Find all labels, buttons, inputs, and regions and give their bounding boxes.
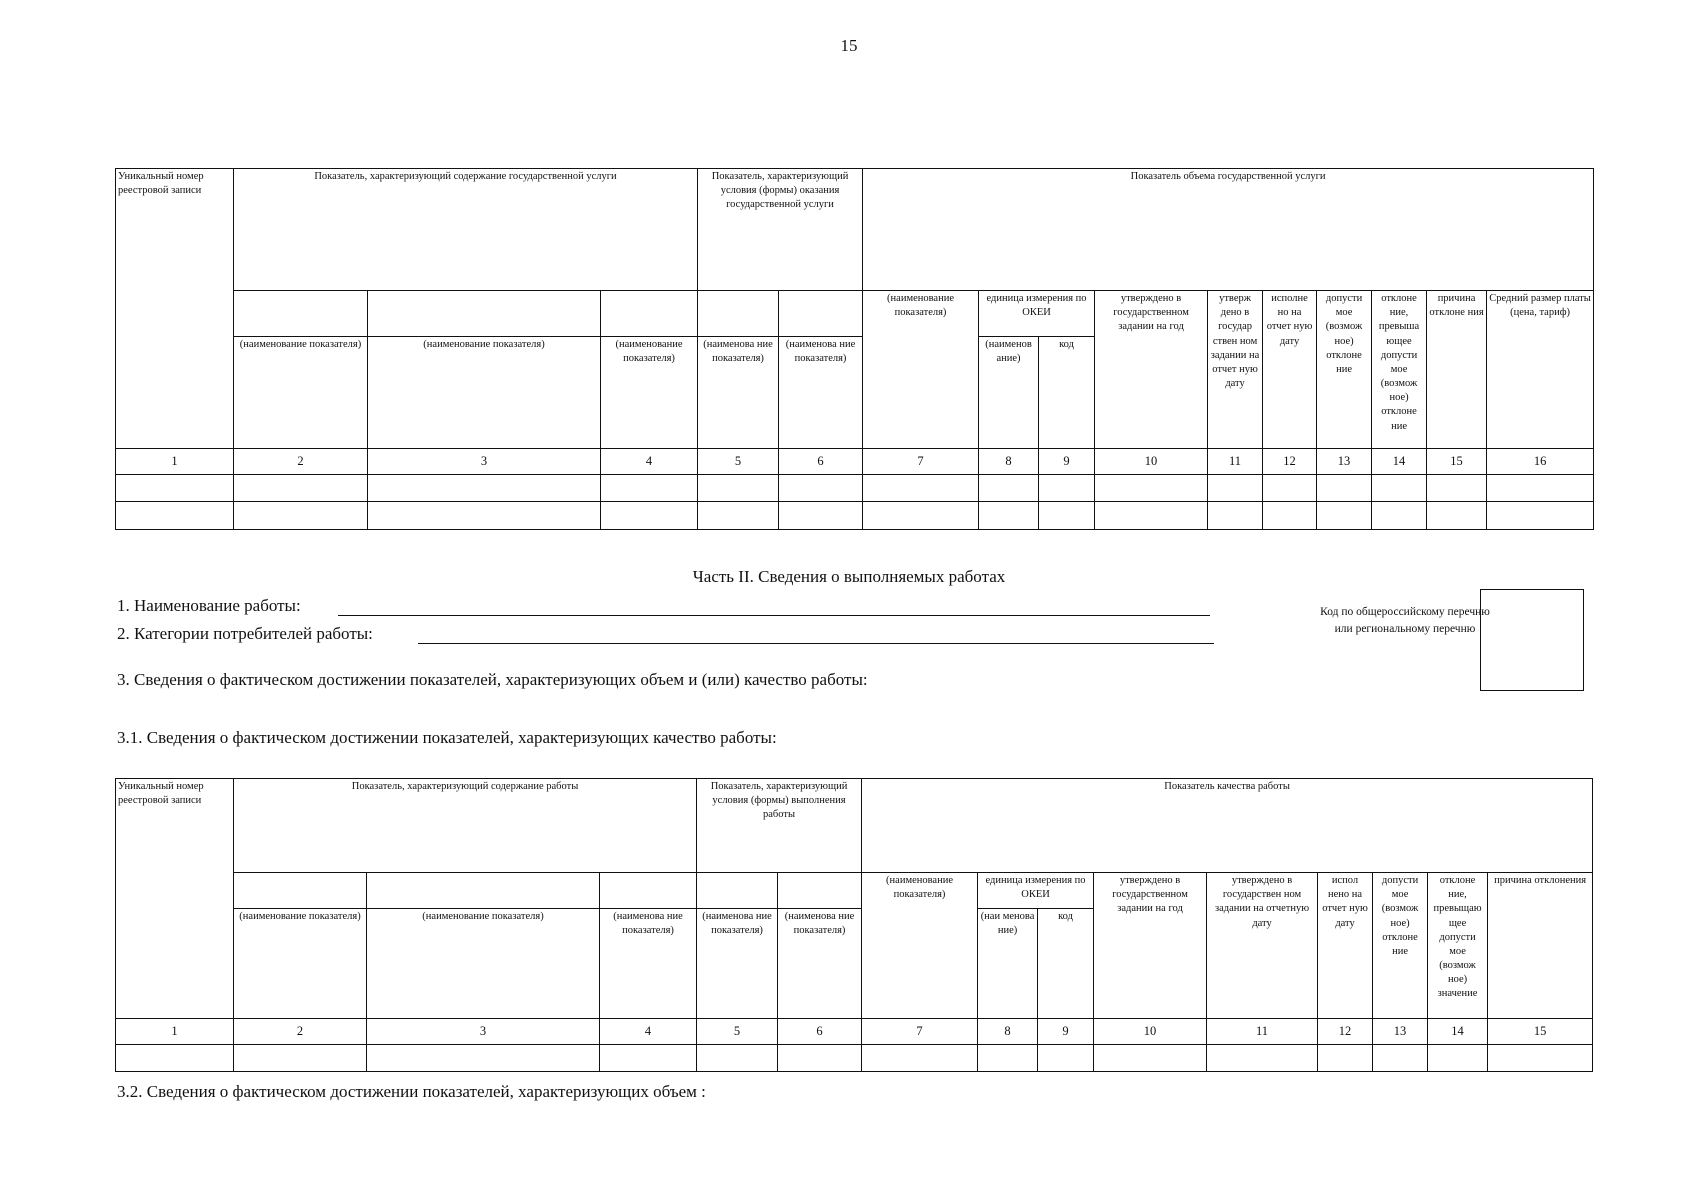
- data-cell[interactable]: [698, 475, 779, 502]
- header-condition-indicator: Показатель, характеризующий условия (формы) выполнения работы: [697, 779, 862, 873]
- data-cell[interactable]: [1428, 1045, 1488, 1072]
- blank-header-cell: [697, 873, 778, 909]
- data-cell[interactable]: [1038, 1045, 1094, 1072]
- header-content-indicator: Показатель, характеризующий содержание работы: [234, 779, 697, 873]
- data-cell[interactable]: [1487, 502, 1594, 530]
- data-cell[interactable]: [1095, 475, 1208, 502]
- blank-header-cell: [234, 873, 367, 909]
- col-number: 15: [1488, 1019, 1593, 1045]
- header-unique-number: Уникальный номер реестровой записи: [116, 169, 234, 449]
- header-reason: причина отклоне ния: [1427, 291, 1487, 449]
- data-cell[interactable]: [1094, 1045, 1207, 1072]
- table-row[interactable]: [116, 502, 1594, 530]
- blank-header-cell: [779, 291, 863, 337]
- header-name-4: (наименование показателя): [601, 337, 698, 449]
- col-number: 9: [1038, 1019, 1094, 1045]
- header-allowed-deviation: допусти мое (возмож ное) отклоне ние: [1373, 873, 1428, 1019]
- work-name-label: 1. Наименование работы:: [117, 596, 301, 615]
- col-number: 12: [1318, 1019, 1373, 1045]
- header-name-4: (наименова ние показателя): [600, 909, 697, 1019]
- data-cell[interactable]: [368, 475, 601, 502]
- blank-header-cell: [600, 873, 697, 909]
- blank-header-cell: [698, 291, 779, 337]
- page-number: 15: [840, 36, 858, 55]
- header-name-6: (наименова ние показателя): [779, 337, 863, 449]
- col-number: 14: [1372, 449, 1427, 475]
- header-unit-name: (наи менова ние): [978, 909, 1038, 1019]
- header-name-2: (наименование показателя): [234, 337, 368, 449]
- header-approved-year: утверждено в государственном задании на год: [1094, 873, 1207, 1019]
- data-cell[interactable]: [979, 475, 1039, 502]
- data-cell[interactable]: [367, 1045, 600, 1072]
- data-cell[interactable]: [778, 1045, 862, 1072]
- col-number: 13: [1317, 449, 1372, 475]
- header-unit-okei: единица измерения по ОКЕИ: [979, 291, 1095, 337]
- header-unique-number: Уникальный номер реестровой записи: [116, 779, 234, 1019]
- col-number: 7: [863, 449, 979, 475]
- header-allowed-deviation: допусти мое (возмож ное) отклоне ние: [1317, 291, 1372, 449]
- data-cell[interactable]: [1372, 502, 1427, 530]
- blank-header-cell: [778, 873, 862, 909]
- data-cell[interactable]: [1039, 475, 1095, 502]
- header-unit-name: (наименов ание): [979, 337, 1039, 449]
- table-row[interactable]: [116, 1045, 1593, 1072]
- col-number: 3: [368, 449, 601, 475]
- data-cell[interactable]: [1487, 475, 1594, 502]
- data-cell[interactable]: [234, 502, 368, 530]
- col-number: 5: [697, 1019, 778, 1045]
- header-condition-indicator: Показатель, характеризующий условия (формы) оказания государственной услуги: [698, 169, 863, 291]
- data-cell[interactable]: [1263, 475, 1317, 502]
- col-number: 10: [1094, 1019, 1207, 1045]
- header-exceeding-deviation: отклоне ние, превыша ющее допусти мое (возмож ное) отклоне ние: [1372, 291, 1427, 449]
- header-name-6: (наименова ние показателя): [778, 909, 862, 1019]
- col-number: 4: [600, 1019, 697, 1045]
- col-number: 8: [978, 1019, 1038, 1045]
- data-cell[interactable]: [234, 1045, 367, 1072]
- data-cell[interactable]: [601, 475, 698, 502]
- col-number: 2: [234, 449, 368, 475]
- service-volume-table: [115, 168, 1594, 530]
- data-cell[interactable]: [1039, 502, 1095, 530]
- header-indicator-name: (наименование показателя): [863, 291, 979, 449]
- data-cell[interactable]: [863, 502, 979, 530]
- section-32-title: 3.2. Сведения о фактическом достижении показателей, характеризующих объем :: [117, 1082, 706, 1101]
- data-cell[interactable]: [1095, 502, 1208, 530]
- header-volume-indicator: Показатель объема государственной услуги: [863, 169, 1594, 291]
- col-number: 10: [1095, 449, 1208, 475]
- data-cell[interactable]: [600, 1045, 697, 1072]
- data-cell[interactable]: [116, 475, 234, 502]
- col-number: 12: [1263, 449, 1317, 475]
- data-cell[interactable]: [779, 502, 863, 530]
- col-number: 11: [1207, 1019, 1318, 1045]
- col-number: 3: [367, 1019, 600, 1045]
- data-cell[interactable]: [234, 475, 368, 502]
- data-cell[interactable]: [1317, 475, 1372, 502]
- data-cell[interactable]: [1372, 475, 1427, 502]
- header-indicator-name: (наименование показателя): [862, 873, 978, 1019]
- col-number: 14: [1428, 1019, 1488, 1045]
- header-exceeding-deviation: отклоне ние, превыщаю щее допусти мое (возмож ное) значение: [1428, 873, 1488, 1019]
- col-number: 5: [698, 449, 779, 475]
- blank-header-cell: [601, 291, 698, 337]
- data-cell[interactable]: [697, 1045, 778, 1072]
- work-name-field[interactable]: [338, 615, 1210, 616]
- table-row[interactable]: [116, 475, 1594, 502]
- data-cell[interactable]: [1373, 1045, 1428, 1072]
- header-unit-code: код: [1038, 909, 1094, 1019]
- header-quality-indicator: Показатель качества работы: [862, 779, 1593, 873]
- consumer-category-label: 2. Категории потребителей работы:: [117, 624, 373, 643]
- blank-header-cell: [234, 291, 368, 337]
- code-label: Код по общероссийскому перечню или региональному перечню: [1320, 606, 1490, 635]
- section-31-title: 3.1. Сведения о фактическом достижении показателей, характеризующих качество работы:: [117, 728, 777, 747]
- data-cell[interactable]: [863, 475, 979, 502]
- part-title: Часть II. Сведения о выполняемых работах: [692, 567, 1006, 586]
- data-cell[interactable]: [116, 1045, 234, 1072]
- col-number: 13: [1373, 1019, 1428, 1045]
- section-3-title: 3. Сведения о фактическом достижении показателей, характеризующих объем и (или) качество работы:: [117, 670, 868, 689]
- data-cell[interactable]: [1208, 475, 1263, 502]
- data-cell[interactable]: [1317, 502, 1372, 530]
- data-cell[interactable]: [1488, 1045, 1593, 1072]
- header-name-3: (наименование показателя): [368, 337, 601, 449]
- data-cell[interactable]: [1208, 502, 1263, 530]
- col-number: 9: [1039, 449, 1095, 475]
- header-approved-report: утверждено в государствен ном задании на отчетную дату: [1207, 873, 1318, 1019]
- col-number: 16: [1487, 449, 1594, 475]
- header-reason: причина отклонения: [1488, 873, 1593, 1019]
- data-cell[interactable]: [1427, 475, 1487, 502]
- header-unit-okei: единица измерения по ОКЕИ: [978, 873, 1094, 909]
- col-number: 6: [778, 1019, 862, 1045]
- data-cell[interactable]: [862, 1045, 978, 1072]
- data-cell[interactable]: [1318, 1045, 1373, 1072]
- data-cell[interactable]: [698, 502, 779, 530]
- col-number: 15: [1427, 449, 1487, 475]
- header-executed: исполне но на отчет ную дату: [1263, 291, 1317, 449]
- work-quality-table: [115, 778, 1593, 1072]
- data-cell[interactable]: [1427, 502, 1487, 530]
- blank-header-cell: [368, 291, 601, 337]
- header-name-5: (наименова ние показателя): [697, 909, 778, 1019]
- header-name-2: (наименование показателя): [234, 909, 367, 1019]
- code-box[interactable]: [1480, 589, 1584, 691]
- blank-header-cell: [367, 873, 600, 909]
- data-cell[interactable]: [1263, 502, 1317, 530]
- header-name-3: (наименование показателя): [367, 909, 600, 1019]
- data-cell[interactable]: [116, 502, 234, 530]
- col-number: 1: [116, 1019, 234, 1045]
- col-number: 11: [1208, 449, 1263, 475]
- col-number: 8: [979, 449, 1039, 475]
- header-approved-report: утверж дено в государ ствен ном задании на отчет ную дату: [1208, 291, 1263, 449]
- col-number: 1: [116, 449, 234, 475]
- consumer-category-field[interactable]: [418, 643, 1214, 644]
- col-number: 2: [234, 1019, 367, 1045]
- header-executed: испол нено на отчет ную дату: [1318, 873, 1373, 1019]
- col-number: 6: [779, 449, 863, 475]
- data-cell[interactable]: [1207, 1045, 1318, 1072]
- header-content-indicator: Показатель, характеризующий содержание государственной услуги: [234, 169, 698, 291]
- data-cell[interactable]: [779, 475, 863, 502]
- header-average-fee: Средний размер платы (цена, тариф): [1487, 291, 1594, 449]
- col-number: 7: [862, 1019, 978, 1045]
- data-cell[interactable]: [601, 502, 698, 530]
- data-cell[interactable]: [368, 502, 601, 530]
- header-approved-year: утверждено в государственном задании на год: [1095, 291, 1208, 449]
- header-name-5: (наименова ние показателя): [698, 337, 779, 449]
- header-unit-code: код: [1039, 337, 1095, 449]
- data-cell[interactable]: [978, 1045, 1038, 1072]
- data-cell[interactable]: [979, 502, 1039, 530]
- col-number: 4: [601, 449, 698, 475]
